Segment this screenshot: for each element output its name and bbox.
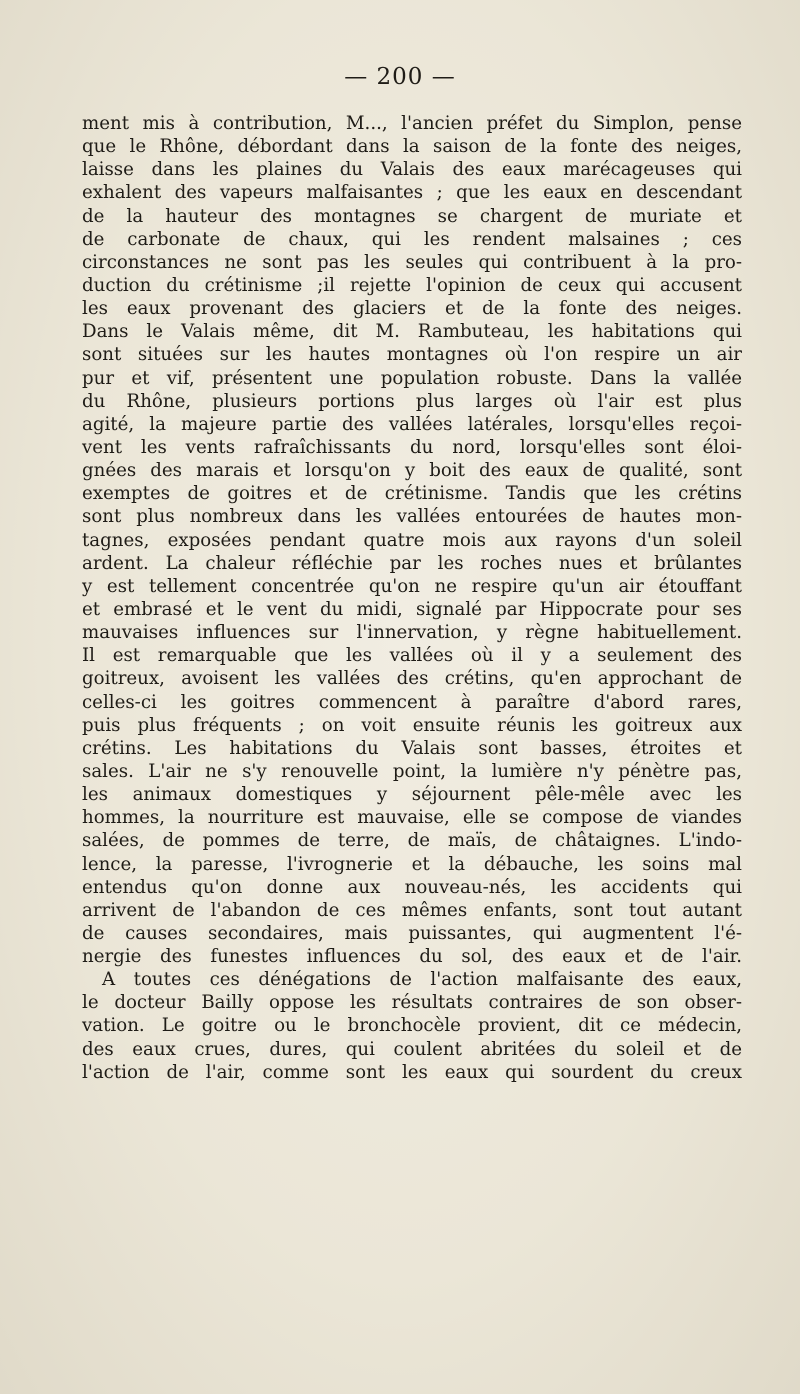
- text-line: laisse dans les plaines du Valais des eaux marécageuses qui: [82, 159, 742, 181]
- text-line: sales. L'air ne s'y renouvelle point, la lumière n'y pénètre pas,: [82, 760, 742, 782]
- text-line: et embrasé et le vent du midi, signalé par Hippocrate pour ses: [82, 598, 742, 620]
- text-line: goitreux, avoisent les vallées des crétins, qu'en approchant de: [82, 668, 742, 690]
- text-line: mauvaises influences sur l'innervation, y règne habituellement.: [82, 622, 742, 644]
- text-line: duction du crétinisme ;il rejette l'opinion de ceux qui accusent: [82, 274, 742, 296]
- text-line: exhalent des vapeurs malfaisantes ; que les eaux en descendant: [82, 182, 742, 204]
- text-line: de causes secondaires, mais puissantes, qui augmentent l'é-: [82, 922, 742, 944]
- text-line: pur et vif, présentent une population robuste. Dans la vallée: [82, 367, 742, 389]
- text-line: gnées des marais et lorsqu'on y boit des eaux de qualité, sont: [82, 460, 742, 482]
- text-line: Dans le Valais même, dit M. Rambuteau, les habitations qui: [82, 321, 742, 343]
- text-line: de la hauteur des montagnes se chargent de muriate et: [82, 205, 742, 227]
- text-line: nergie des funestes influences du sol, des eaux et de l'air.: [82, 946, 742, 968]
- text-line: arrivent de l'abandon de ces mêmes enfants, sont tout autant: [82, 899, 742, 921]
- text-line: que le Rhône, débordant dans la saison de la fonte des neiges,: [82, 136, 742, 158]
- text-line: ardent. La chaleur réfléchie par les roches nues et brûlantes: [82, 552, 742, 574]
- text-line: vent les vents rafraîchissants du nord, lorsqu'elles sont éloi-: [82, 436, 742, 458]
- text-line: hommes, la nourriture est mauvaise, elle se compose de viandes: [82, 807, 742, 829]
- text-line: lence, la paresse, l'ivrognerie et la débauche, les soins mal: [82, 853, 742, 875]
- text-line: crétins. Les habitations du Valais sont basses, étroites et: [82, 737, 742, 759]
- text-line: puis plus fréquents ; on voit ensuite réunis les goitreux aux: [82, 714, 742, 736]
- text-line: y est tellement concentrée qu'on ne respire qu'un air étouffant: [82, 575, 742, 597]
- body-text: [82, 112, 742, 1084]
- text-line: le docteur Bailly oppose les résultats contraires de son obser-: [82, 992, 742, 1014]
- text-line: agité, la majeure partie des vallées latérales, lorsqu'elles reçoi-: [82, 413, 742, 435]
- text-line: ment mis à contribution, M..., l'ancien préfet du Simplon, pense: [82, 113, 742, 134]
- text-line: les animaux domestiques y séjournent pêle-mêle avec les: [82, 784, 742, 806]
- text-line: vation. Le goitre ou le bronchocèle provient, dit ce médecin,: [82, 1015, 742, 1037]
- text-line: entendus qu'on donne aux nouveau-nés, les accidents qui: [82, 876, 742, 898]
- text-line: l'action de l'air, comme sont les eaux qui sourdent du creux: [82, 1061, 742, 1083]
- text-line: des eaux crues, dures, qui coulent abritées du soleil et de: [82, 1038, 742, 1060]
- text-line: celles-ci les goitres commencent à paraître d'abord rares,: [82, 691, 742, 713]
- text-line: sont plus nombreux dans les vallées entourées de hautes mon-: [82, 506, 742, 528]
- text-line: de carbonate de chaux, qui les rendent malsaines ; ces: [82, 228, 742, 250]
- text-line: A toutes ces dénégations de l'action malfaisante des eaux,: [102, 969, 742, 991]
- page-number: — 200 —: [344, 64, 456, 90]
- text-line: salées, de pommes de terre, de maïs, de châtaignes. L'indo-: [82, 830, 742, 852]
- text-line: circonstances ne sont pas les seules qui contribuent à la pro-: [82, 251, 742, 273]
- text-line: les eaux provenant des glaciers et de la fonte des neiges.: [82, 298, 742, 320]
- text-line: exemptes de goitres et de crétinisme. Tandis que les crétins: [82, 483, 742, 505]
- text-line: tagnes, exposées pendant quatre mois aux rayons d'un soleil: [82, 529, 742, 551]
- text-line: Il est remarquable que les vallées où il y a seulement des: [82, 645, 742, 667]
- text-line: sont situées sur les hautes montagnes où l'on respire un air: [82, 344, 742, 366]
- text-line: du Rhône, plusieurs portions plus larges où l'air est plus: [82, 390, 742, 412]
